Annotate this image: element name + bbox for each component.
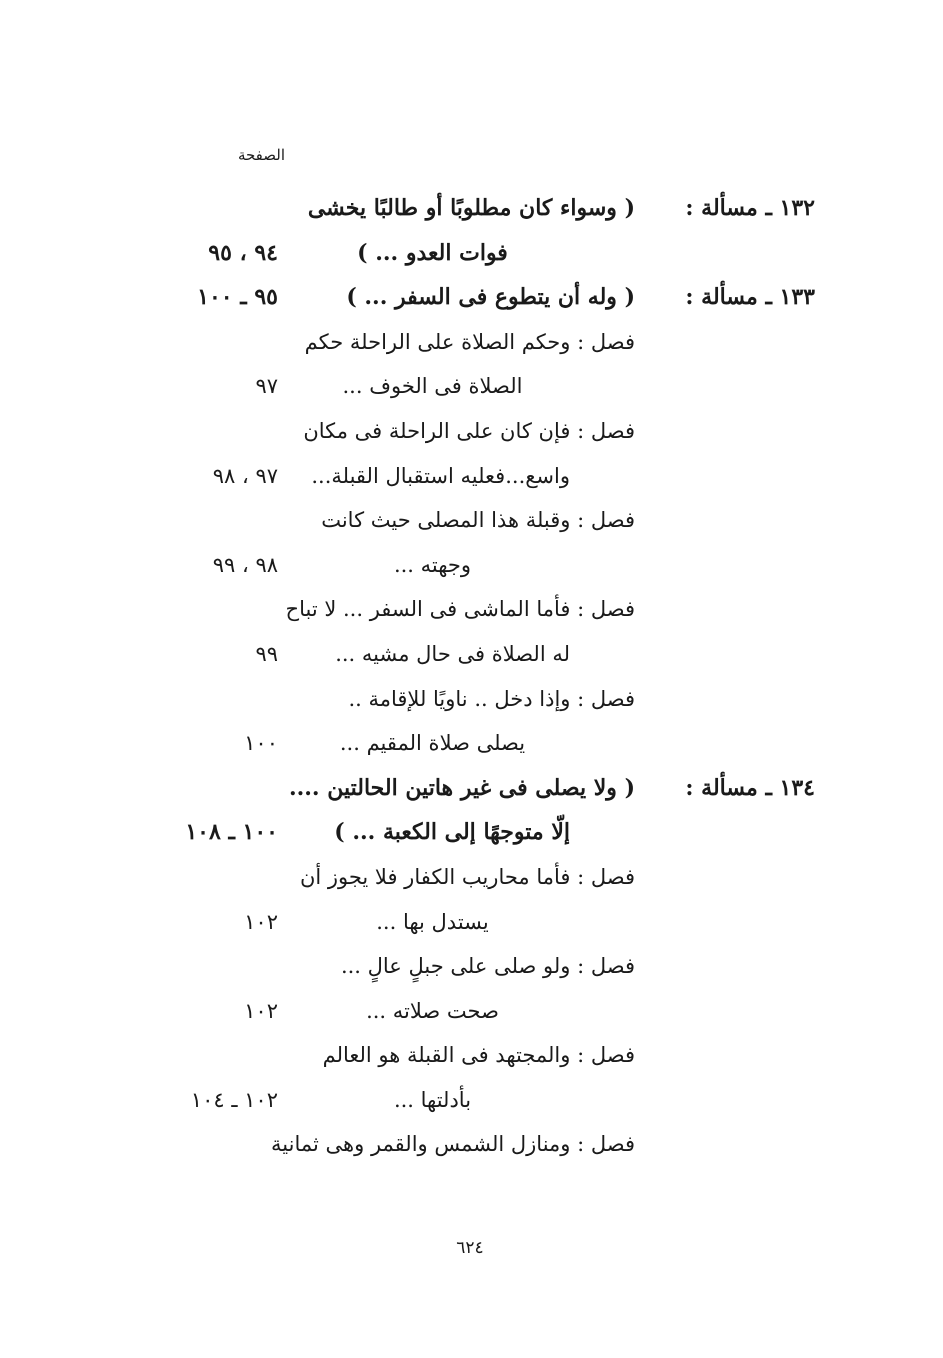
fasl-entry-text: فصل : وحكم الصلاة على الراحلة حكم: [304, 329, 635, 354]
page-reference: ١٠٠ ـ ١٠٨: [185, 819, 278, 846]
entry-text: صحت صلاته ...: [366, 998, 499, 1023]
fasl-entry-text: فصل : وإذا دخل .. ناويًا للإقامة ..: [348, 686, 635, 711]
page-reference: ١٠٠: [244, 731, 278, 756]
fasl-entry-text: فصل : فأما الماشى فى السفر ... لا تباح: [285, 597, 635, 622]
toc-row: [150, 364, 815, 409]
fasl-entry-text: فصل : فأما محاريب الكفار فلا يجوز أن: [299, 864, 635, 889]
page-reference: ٩٤ ، ٩٥: [208, 239, 278, 266]
page-reference: ١٠٢: [244, 998, 278, 1023]
toc-row: [150, 543, 815, 588]
entry-text: ( ولا يصلى فى غير هاتين الحالتين ....: [288, 774, 635, 801]
page-reference: ١٠٢ ـ ١٠٤: [190, 1087, 278, 1112]
page-number: ٦٢٤: [456, 1238, 484, 1258]
entry-text: الصلاة فى الخوف ...: [342, 374, 523, 399]
toc-row: [150, 677, 815, 722]
entry-text: واسع...فعليه استقبال القبلة...: [311, 463, 570, 488]
masala-number: ١٣٢ ـ مسألة :: [685, 195, 815, 221]
toc-row: [150, 766, 815, 811]
toc-row: [150, 454, 815, 499]
page-reference: ٩٥ ـ ١٠٠: [197, 284, 278, 311]
fasl-entry-text: فصل : ومنازل الشمس والقمر وهى ثمانية: [271, 1132, 635, 1157]
toc-row: [150, 587, 815, 632]
toc-row: [150, 275, 815, 320]
toc-row: [150, 632, 815, 677]
entry-text: فوات العدو ... ): [357, 239, 508, 266]
page-reference: ٩٨ ، ٩٩: [212, 552, 278, 577]
page-column-header: الصفحة: [237, 146, 285, 164]
toc-row: [150, 944, 815, 989]
page-reference: ٩٧ ، ٩٨: [212, 463, 278, 488]
fasl-entry-text: فصل : ولو صلى على جبلٍ عالٍ ...: [340, 954, 635, 979]
masala-number: ١٣٣ ـ مسألة :: [685, 284, 815, 311]
toc-row: [150, 409, 815, 454]
toc-row: [150, 231, 815, 276]
page-reference: ٩٧: [255, 374, 278, 399]
page-reference: ٩٩: [255, 641, 278, 666]
toc-row: [150, 498, 815, 543]
toc-row: [150, 186, 815, 231]
toc-row: [150, 320, 815, 365]
fasl-entry-text: فصل : والمجتهد فى القبلة هو العالم: [322, 1043, 635, 1068]
entry-text: ( وسواء كان مطلوبًا أو طالبًا يخشى: [307, 195, 635, 221]
toc-row: [150, 810, 815, 855]
masala-number: ١٣٤ ـ مسألة :: [685, 774, 815, 801]
page-reference: ١٠٢: [244, 909, 278, 934]
table-of-contents: [150, 186, 815, 1167]
fasl-entry-text: فصل : فإن كان على الراحلة فى مكان: [303, 418, 635, 443]
entry-text: وجهته ...: [393, 552, 472, 577]
toc-row: [150, 721, 815, 766]
entry-text: ( وله أن يتطوع فى السفر ... ): [346, 284, 635, 311]
toc-row: [150, 1122, 815, 1167]
toc-row: [150, 1078, 815, 1123]
toc-row: [150, 900, 815, 945]
fasl-entry-text: فصل : وقبلة هذا المصلى حيث كانت: [321, 508, 635, 533]
toc-row: [150, 855, 815, 900]
entry-text: يستدل بها ...: [376, 909, 489, 934]
entry-text: بأدلتها ...: [393, 1087, 472, 1112]
toc-row: [150, 1033, 815, 1078]
entry-text: يصلى صلاة المقيم ...: [339, 731, 526, 756]
toc-row: [150, 989, 815, 1034]
entry-text: إلّا متوجهًا إلى الكعبة ... ): [334, 819, 570, 846]
entry-text: له الصلاة فى حال مشيه ...: [335, 641, 570, 666]
